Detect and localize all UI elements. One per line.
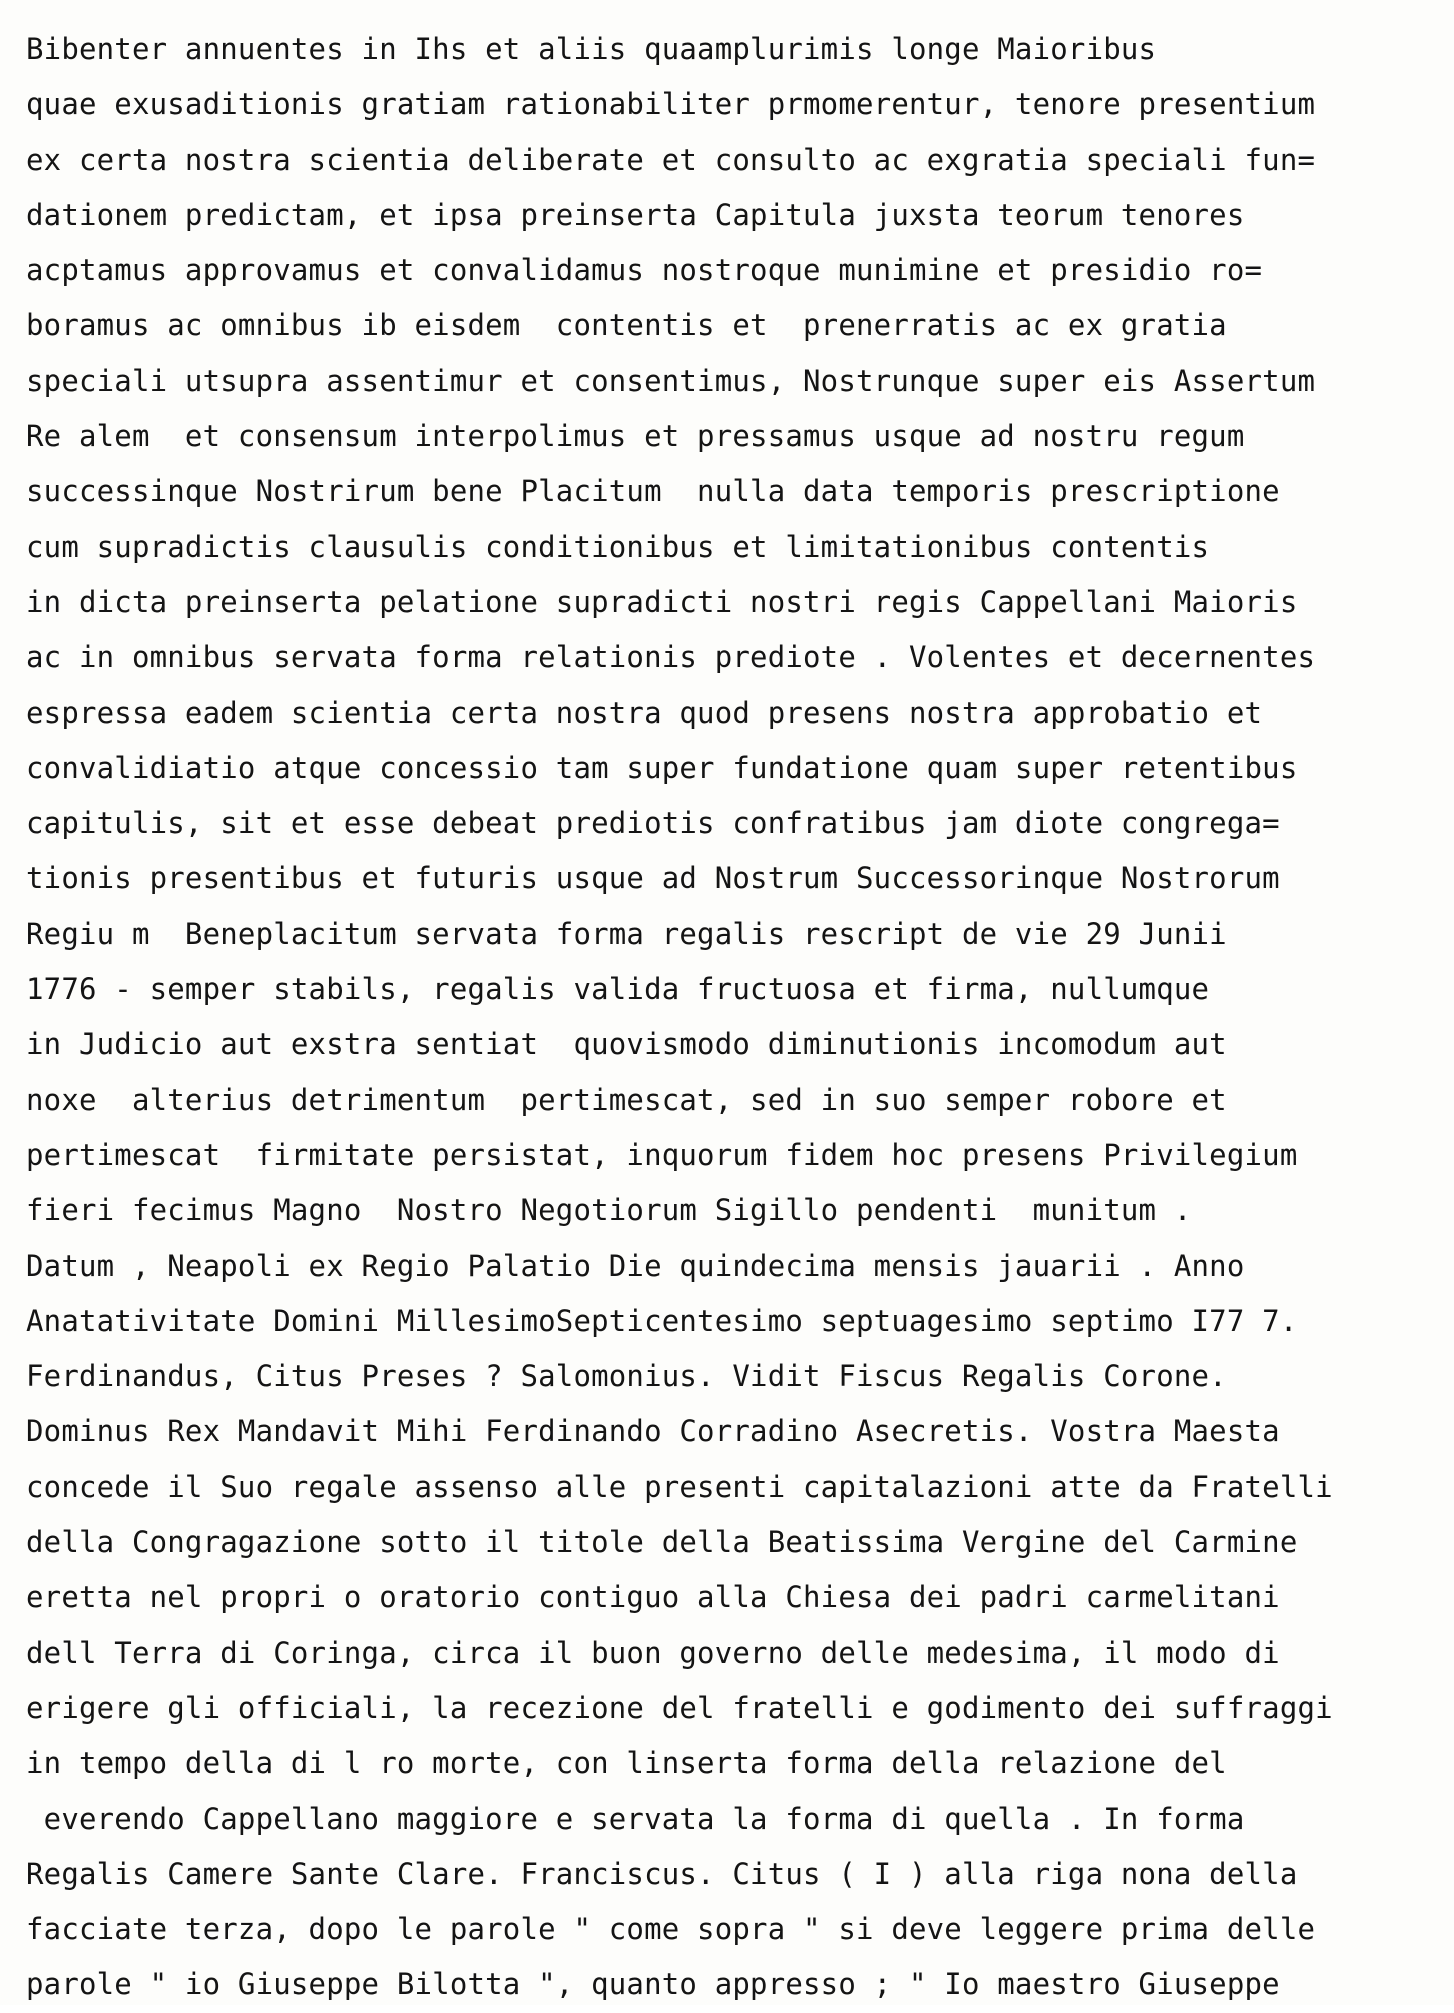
text-line: concede il Suo regale assenso alle presenti capitalazioni atte da Fratelli <box>26 1469 1333 1504</box>
text-line: cum supradictis clausulis conditionibus et limitationibus contentis <box>26 529 1210 564</box>
text-line: tionis presentibus et futuris usque ad Nostrum Successorinque Nostrorum <box>26 861 1280 896</box>
text-line: noxe alterius detrimentum pertimescat, sed in suo semper robore et <box>26 1082 1227 1117</box>
text-line: eretta nel propri o oratorio contiguo alla Chiesa dei padri carmelitani <box>26 1580 1280 1615</box>
text-line: in Judicio aut exstra sentiat quovismodo diminutionis incomodum aut <box>26 1027 1227 1062</box>
text-line: capitulis, sit et esse debeat prediotis confratibus jam diote congrega= <box>26 806 1280 841</box>
text-line: ex certa nostra scientia deliberate et consulto ac exgratia speciali fun= <box>26 142 1316 177</box>
text-line: dell Terra di Coringa, circa il buon governo delle medesima, il modo di <box>26 1635 1280 1670</box>
text-line: 1776 - semper stabils, regalis valida fructuosa et firma, nullumque <box>26 972 1210 1007</box>
text-line: della Congragazione sotto il titole della Beatissima Vergine del Carmine <box>26 1525 1298 1560</box>
text-line: espressa eadem scientia certa nostra quod presens nostra approbatio et <box>26 695 1263 730</box>
text-line: Bibenter annuentes in Ihs et aliis quaamplurimis longe Maioribus <box>26 32 1157 66</box>
text-line: acptamus approvamus et convalidamus nostroque munimine et presidio ro= <box>26 253 1263 288</box>
text-line: dationem predictam, et ipsa preinserta Capitula juxsta teorum tenores <box>26 197 1245 232</box>
text-line: Datum , Neapoli ex Regio Palatio Die quindecima mensis jauarii . Anno <box>26 1248 1245 1283</box>
text-line: fieri fecimus Magno Nostro Negotiorum Sigillo pendenti munitum . <box>26 1193 1192 1228</box>
text-line: Anatativitate Domini MillesimoSepticentesimo septuagesimo septimo I77 7. <box>26 1303 1298 1338</box>
text-line: Ferdinandus, Citus Preses ? Salomonius. Vidit Fiscus Regalis Corone. <box>26 1359 1227 1394</box>
text-line: convalidiatio atque concessio tam super fundatione quam super retentibus <box>26 750 1298 785</box>
text-line: ac in omnibus servata forma relationis prediote . Volentes et decernentes <box>26 640 1316 675</box>
text-line: parole " io Giuseppe Bilotta ", quanto appresso ; " Io maestro Giuseppe <box>26 1967 1280 2002</box>
text-line: successinque Nostrirum bene Placitum nulla data temporis prescriptione <box>26 474 1280 509</box>
text-line: quae exusaditionis gratiam rationabiliter prmomerentur, tenore presentium <box>26 87 1316 122</box>
text-line: Dominus Rex Mandavit Mihi Ferdinando Corradino Asecretis. Vostra Maesta <box>26 1414 1280 1449</box>
text-line: Regalis Camere Sante Clare. Franciscus. Citus ( I ) alla riga nona della <box>26 1856 1298 1891</box>
text-line: pertimescat firmitate persistat, inquorum fidem hoc presens Privilegium <box>26 1137 1298 1172</box>
text-line: in dicta preinserta pelatione supradicti nostri regis Cappellani Maioris <box>26 584 1298 619</box>
typewritten-text-block <box>26 22 1436 2013</box>
text-line: Regiu m Beneplacitum servata forma regalis rescript de vie 29 Junii <box>26 916 1227 951</box>
text-line: boramus ac omnibus ib eisdem contentis et prenerratis ac ex gratia <box>26 308 1227 343</box>
text-line: speciali utsupra assentimur et consentimus, Nostrunque super eis Assertum <box>26 363 1316 398</box>
text-line: everendo Cappellano maggiore e servata la forma di quella . In forma <box>26 1801 1245 1836</box>
text-line: Re alem et consensum interpolimus et pressamus usque ad nostru regum <box>26 419 1245 454</box>
text-line: erigere gli officiali, la recezione del fratelli e godimento dei suffraggi <box>26 1690 1333 1725</box>
text-line: facciate terza, dopo le parole " come sopra " si deve leggere prima delle <box>26 1912 1316 1947</box>
text-line: in tempo della di l ro morte, con linserta forma della relazione del <box>26 1746 1227 1781</box>
